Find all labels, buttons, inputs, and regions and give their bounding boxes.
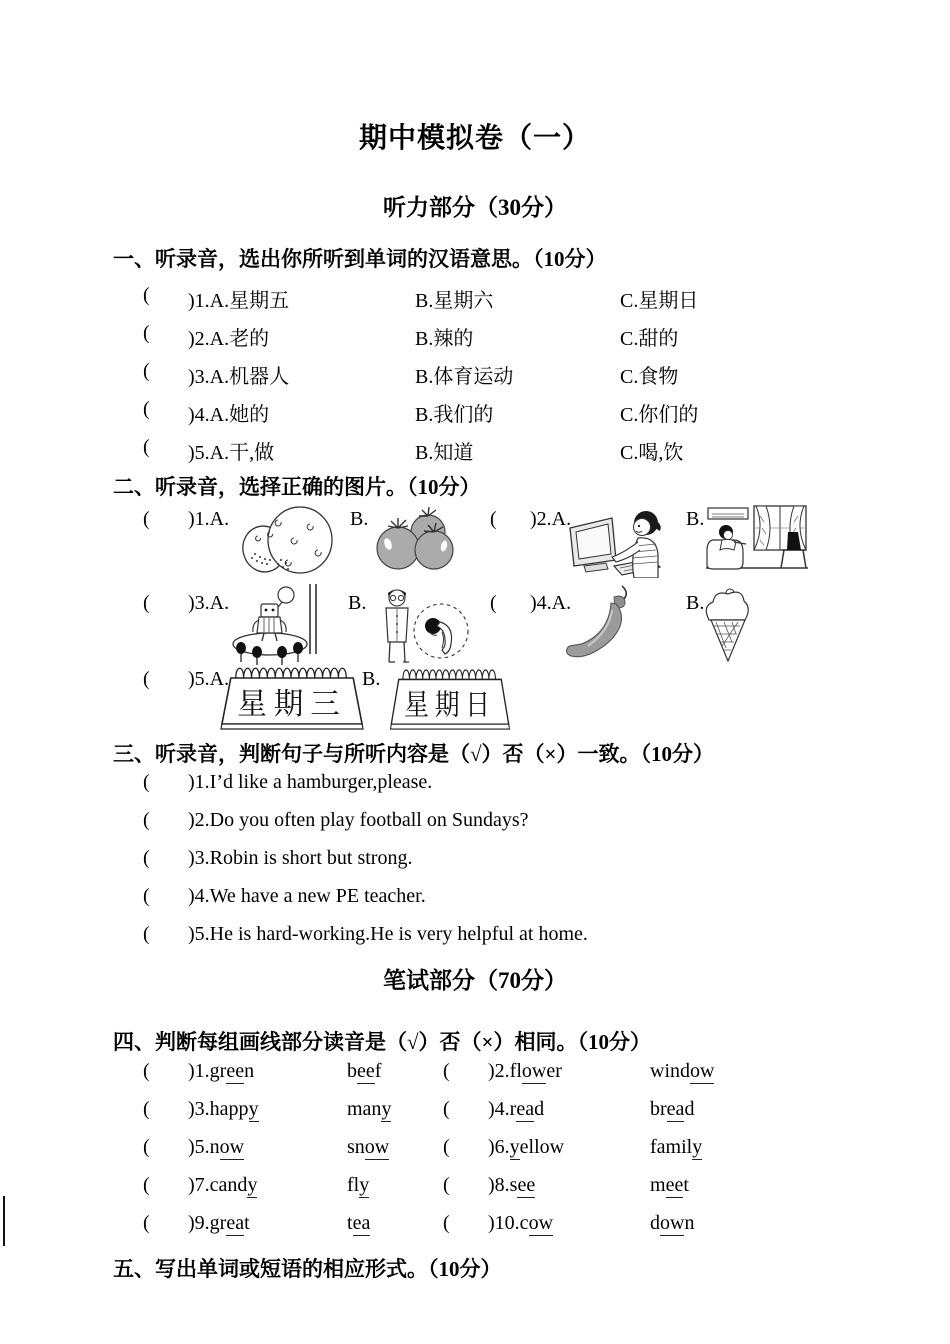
answer-bracket[interactable]: ( — [143, 1136, 150, 1158]
option-a: )3.A.机器人 — [188, 366, 290, 388]
answer-bracket[interactable]: ( — [143, 322, 150, 344]
section-1-heading: 一、听录音，选出你所听到单词的汉语意思。（10分） — [113, 247, 607, 271]
potatoes-image — [238, 502, 334, 576]
calendar-sunday-text: 星期日 — [404, 688, 496, 721]
answer-bracket[interactable]: ( — [143, 923, 150, 945]
option-a: )5.A.干,做 — [188, 442, 275, 464]
word-pair-item: bread — [650, 1098, 695, 1120]
answer-bracket[interactable]: ( — [143, 885, 150, 907]
word-pair-item: )2.flower — [488, 1060, 562, 1082]
q2-item-5-b-label: B. — [362, 668, 381, 690]
option-b: B.体育运动 — [415, 366, 514, 388]
q4-row-5 — [0, 1212, 950, 1250]
page-title: 期中模拟卷（一） — [358, 123, 591, 154]
q1-row-4 — [0, 398, 950, 436]
answer-bracket[interactable]: ( — [490, 508, 497, 530]
sentence: )1.I’d like a hamburger,please. — [188, 771, 433, 793]
word-pair-item: meet — [650, 1174, 689, 1196]
q1-row-1 — [0, 284, 950, 322]
ice-cream-cone-image — [700, 586, 754, 664]
answer-bracket[interactable]: ( — [143, 360, 150, 382]
option-b: B.辣的 — [415, 328, 474, 350]
word-pair-item: many — [347, 1098, 392, 1120]
q3-row-2 — [0, 809, 950, 847]
option-c: C.你们的 — [620, 404, 699, 426]
word-pair-item: )3.happy — [188, 1098, 259, 1120]
word-pair-item: tea — [347, 1212, 371, 1234]
sentence: )5.He is hard-working.He is very helpful at home. — [188, 923, 588, 945]
answer-bracket[interactable]: ( — [143, 1174, 150, 1196]
q4-row-4 — [0, 1174, 950, 1212]
q1-row-3 — [0, 360, 950, 398]
answer-bracket[interactable]: ( — [490, 592, 497, 614]
robot-on-table-image — [228, 584, 324, 666]
q4-row-2 — [0, 1098, 950, 1136]
word-pair-item: )8.see — [488, 1174, 536, 1196]
q2-item-2-b-label: B. — [686, 508, 705, 530]
option-b: B.星期六 — [415, 290, 494, 312]
answer-bracket[interactable]: ( — [143, 592, 150, 614]
sentence: )4.We have a new PE teacher. — [188, 885, 426, 907]
written-part-title: 笔试部分（70分） — [383, 968, 567, 993]
option-b: B.知道 — [415, 442, 474, 464]
answer-bracket[interactable]: ( — [143, 668, 150, 690]
section-4-heading: 四、判断每组画线部分读音是（√）否（×）相同。（10分） — [113, 1030, 651, 1054]
answer-bracket[interactable]: ( — [143, 398, 150, 420]
section-2-heading: 二、听录音，选择正确的图片。（10分） — [113, 475, 481, 499]
option-c: C.甜的 — [620, 328, 679, 350]
q2-item-2-label: )2.A. — [530, 508, 572, 530]
q1-row-5 — [0, 436, 950, 474]
answer-bracket[interactable]: ( — [143, 1098, 150, 1120]
chili-pepper-image — [552, 584, 640, 664]
girl-at-computer-image — [562, 500, 666, 578]
word-pair-item: )10.cow — [488, 1212, 554, 1234]
option-a: )4.A.她的 — [188, 404, 270, 426]
word-pair-item: )7.candy — [188, 1174, 258, 1196]
word-pair-item: )9.great — [188, 1212, 250, 1234]
word-pair-item: )4.read — [488, 1098, 545, 1120]
answer-bracket[interactable]: ( — [443, 1060, 450, 1082]
sentence: )2.Do you often play football on Sundays? — [188, 809, 529, 831]
option-c: C.喝,饮 — [620, 442, 684, 464]
answer-bracket[interactable]: ( — [143, 771, 150, 793]
word-pair-item: )1.green — [188, 1060, 255, 1082]
option-a: )1.A.星期五 — [188, 290, 290, 312]
sentence: )3.Robin is short but strong. — [188, 847, 413, 869]
answer-bracket[interactable]: ( — [143, 809, 150, 831]
q2-item-4-b-label: B. — [686, 592, 705, 614]
word-pair-item: )5.now — [188, 1136, 245, 1158]
q3-row-3 — [0, 847, 950, 885]
answer-bracket[interactable]: ( — [443, 1174, 450, 1196]
option-a: )2.A.老的 — [188, 328, 270, 350]
answer-bracket[interactable]: ( — [443, 1212, 450, 1234]
answer-bracket[interactable]: ( — [143, 436, 150, 458]
q4-row-1 — [0, 1060, 950, 1098]
teacher-and-bowing-student-image — [372, 586, 472, 664]
word-pair-item: snow — [347, 1136, 390, 1158]
answer-bracket[interactable]: ( — [443, 1098, 450, 1120]
option-b: B.我们的 — [415, 404, 494, 426]
word-pair-item: window — [650, 1060, 715, 1082]
answer-bracket[interactable]: ( — [143, 1212, 150, 1234]
answer-bracket[interactable]: ( — [143, 847, 150, 869]
option-c: C.星期日 — [620, 290, 699, 312]
word-pair-item: beef — [347, 1060, 382, 1082]
answer-bracket[interactable]: ( — [143, 508, 150, 530]
q2-item-4-label: )4.A. — [530, 592, 572, 614]
tomatoes-image — [372, 506, 458, 572]
calendar-wednesday-text: 星期三 — [237, 687, 347, 722]
q2-item-3-label: )3.A. — [188, 592, 230, 614]
q3-row-1 — [0, 771, 950, 809]
q2-item-5-label: )5.A. — [188, 668, 230, 690]
q3-row-5 — [0, 923, 950, 961]
section-5-heading: 五、写出单词或短语的相应形式。（10分） — [113, 1257, 502, 1281]
word-pair-item: family — [650, 1136, 703, 1158]
q2-item-3-b-label: B. — [348, 592, 367, 614]
answer-bracket[interactable]: ( — [143, 284, 150, 306]
section-3-heading: 三、听录音，判断句子与所听内容是（√）否（×）一致。（10分） — [113, 742, 714, 766]
word-pair-item: fly — [347, 1174, 370, 1196]
q2-row-1 — [0, 500, 950, 584]
q2-row-2 — [0, 584, 950, 664]
q2-item-1-b-label: B. — [350, 508, 369, 530]
q3-row-4 — [0, 885, 950, 923]
q2-row-3 — [0, 658, 950, 736]
answer-bracket[interactable]: ( — [143, 1060, 150, 1082]
calendar-sunday-image — [388, 660, 512, 732]
q2-item-1-label: )1.A. — [188, 508, 230, 530]
listening-part-title: 听力部分（30分） — [383, 195, 567, 220]
option-c: C.食物 — [620, 366, 679, 388]
child-reading-by-window-image — [704, 502, 810, 572]
q1-row-2 — [0, 322, 950, 360]
calendar-wednesday-image — [218, 658, 366, 732]
word-pair-item: down — [650, 1212, 695, 1234]
answer-bracket[interactable]: ( — [443, 1136, 450, 1158]
q4-row-3 — [0, 1136, 950, 1174]
word-pair-item: )6.yellow — [488, 1136, 565, 1158]
